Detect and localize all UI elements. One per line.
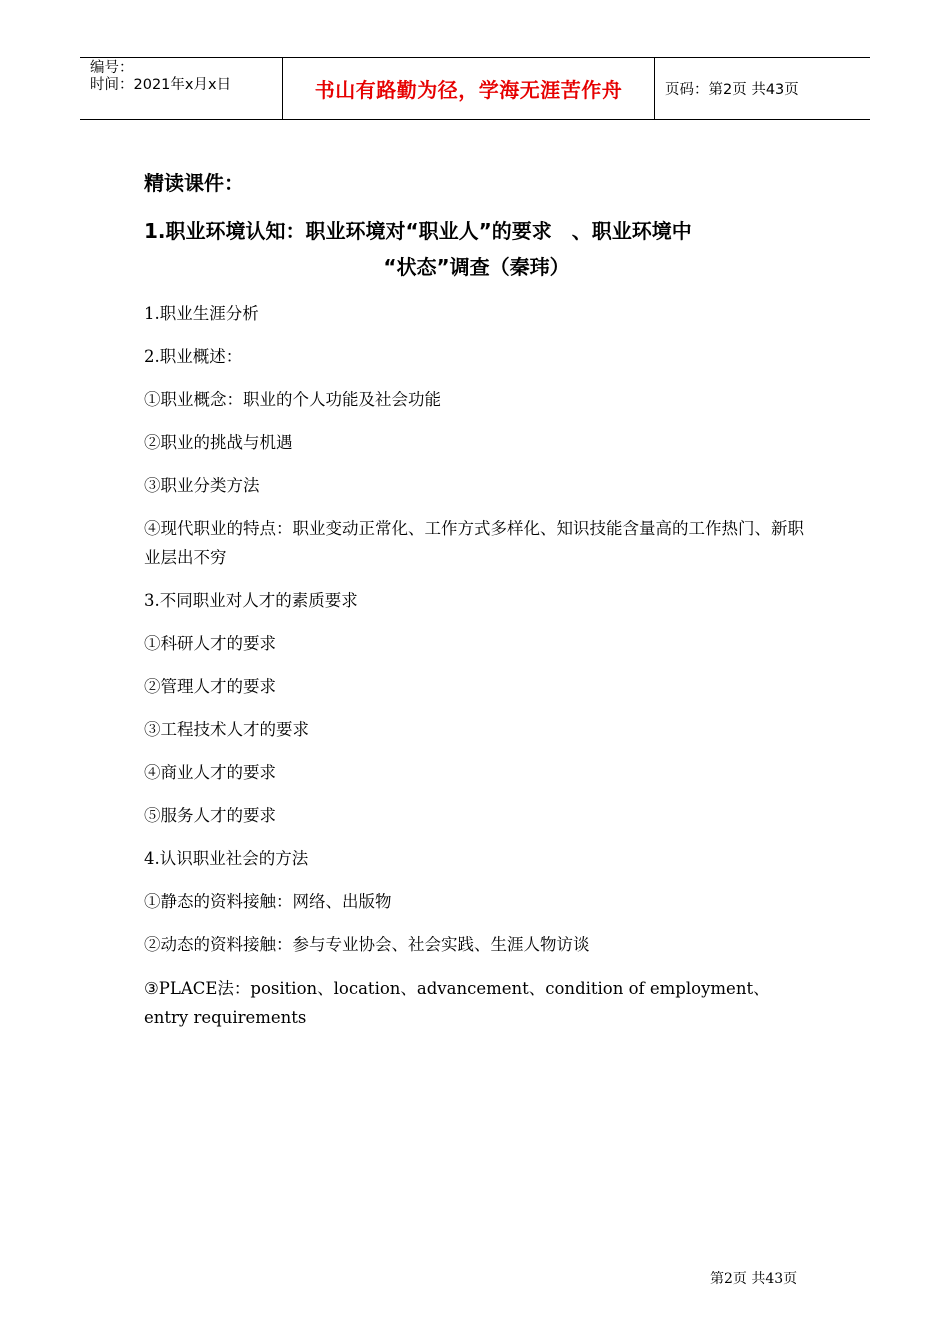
number-label: 编号： bbox=[90, 60, 134, 76]
paragraph: ③工程技术人才的要求 bbox=[144, 720, 309, 739]
paragraph: ①科研人才的要求 bbox=[144, 634, 276, 653]
main-title-line2: “状态”调查（秦玮） bbox=[383, 255, 570, 279]
paragraph: 3.不同职业对人才的素质要求 bbox=[144, 591, 358, 610]
paragraph: 2.职业概述： bbox=[144, 347, 243, 366]
paragraph: ②管理人才的要求 bbox=[144, 677, 276, 696]
paragraph: ⑤服务人才的要求 bbox=[144, 806, 276, 825]
paragraph: ①职业概念：职业的个人功能及社会功能 bbox=[144, 390, 441, 409]
header-motto: 书山有路勤为径，学海无涯苦作舟 bbox=[282, 58, 655, 119]
paragraph: ③PLACE法：position、location、advancement、condition of employment、entry requirements bbox=[144, 979, 770, 1027]
document-header bbox=[80, 57, 870, 120]
header-meta bbox=[80, 58, 282, 119]
page-footer: 第2页 共43页 bbox=[710, 1271, 798, 1287]
paragraph: 4.认识职业社会的方法 bbox=[144, 849, 309, 868]
paragraph: ②动态的资料接触：参与专业协会、社会实践、生涯人物访谈 bbox=[144, 935, 590, 954]
paragraph: ④现代职业的特点：职业变动正常化、工作方式多样化、知识技能含量高的工作热门、新职业层出不穷 bbox=[144, 519, 804, 567]
paragraph: ④商业人才的要求 bbox=[144, 763, 276, 782]
header-page-label: 页码：第2页 共43页 bbox=[665, 82, 799, 98]
main-title-line1: 1.职业环境认知：职业环境对“职业人”的要求 、职业环境中 bbox=[144, 219, 692, 243]
paragraph: 1.职业生涯分析 bbox=[144, 304, 259, 323]
time-label: 时间：2021年x月x日 bbox=[90, 77, 232, 93]
paragraph: ②职业的挑战与机遇 bbox=[144, 433, 293, 452]
paragraph: ③职业分类方法 bbox=[144, 476, 260, 495]
main-title bbox=[144, 213, 809, 285]
section-title: 精读课件： bbox=[144, 171, 244, 195]
paragraph: ①静态的资料接触：网络、出版物 bbox=[144, 892, 392, 911]
